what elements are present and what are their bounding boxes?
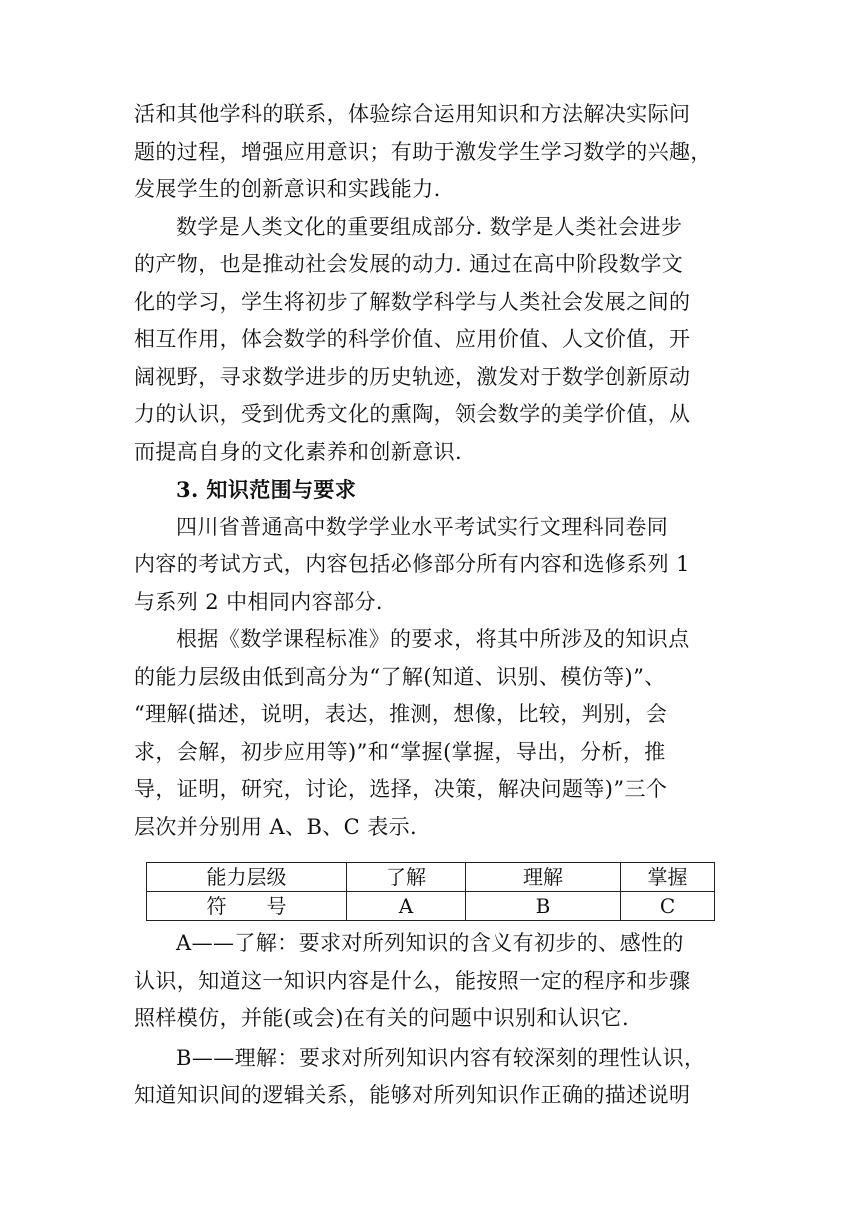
levels-table-wrapper bbox=[146, 862, 728, 921]
table-cell-symbol-c: C bbox=[621, 892, 715, 921]
paragraph-level-b bbox=[134, 1040, 728, 1115]
text-line: 四川省普通高中数学学业水平考试实行文理科同卷同 bbox=[176, 514, 669, 539]
text-line: 照样模仿，并能(或会)在有关的问题中识别和认识它. bbox=[134, 1006, 630, 1030]
text-line: 的能力层级由低到高分为“了解(知道、识别、模仿等)”、 bbox=[134, 664, 666, 689]
text-line: 力的认识，受到优秀文化的熏陶，领会数学的美学价值，从 bbox=[134, 402, 691, 426]
text-line: 层次并分别用 A、B、C 表示. bbox=[134, 814, 418, 839]
text-line: 求，会解，初步应用等)”和“掌握(掌握，导出，分析，推 bbox=[134, 739, 666, 764]
table-cell-symbol-a: A bbox=[347, 892, 466, 921]
text-line: 化的学习，学生将初步了解数学科学与人类社会发展之间的 bbox=[134, 289, 691, 314]
text-line: 知道知识间的逻辑关系，能够对所列知识作正确的描述说明 bbox=[134, 1083, 691, 1107]
table-row bbox=[147, 863, 715, 892]
paragraph-exam-scope bbox=[134, 509, 728, 622]
text-line: 与系列 2 中相同内容部分. bbox=[134, 589, 383, 614]
section-heading: 3. 知识范围与要求 bbox=[176, 477, 357, 502]
paragraph-math-culture bbox=[134, 209, 728, 472]
table-cell-symbol-label: 符 号 bbox=[147, 892, 347, 921]
text-line: 导，证明，研究，讨论，选择，决策，解决问题等)”三个 bbox=[134, 777, 668, 801]
table-cell-header-label: 能力层级 bbox=[147, 863, 347, 892]
text-line: B——理解：要求对所列知识内容有较深刻的理性认识， bbox=[176, 1045, 706, 1070]
text-line: 认识，知道这一知识内容是什么，能按照一定的程序和步骤 bbox=[134, 968, 691, 993]
table-row bbox=[147, 892, 715, 921]
paragraph-ability-levels bbox=[134, 621, 728, 846]
levels-table bbox=[146, 862, 715, 921]
paragraph-level-a bbox=[134, 925, 728, 1038]
table-cell-level-c: 掌握 bbox=[621, 863, 715, 892]
paragraph-continuation bbox=[134, 96, 728, 209]
text-line: 内容的考试方式，内容包括必修部分所有内容和选修系列 1 bbox=[134, 552, 690, 576]
text-line: 根据《数学课程标准》的要求，将其中所涉及的知识点 bbox=[176, 627, 690, 651]
table-cell-level-b: 理解 bbox=[466, 863, 621, 892]
text-line: 数学是人类文化的重要组成部分. 数学是人类社会进步 bbox=[176, 214, 683, 239]
table-cell-level-a: 了解 bbox=[347, 863, 466, 892]
text-line: “理解(描述，说明，表达，推测，想像，比较，判别，会 bbox=[134, 702, 668, 726]
text-line: 发展学生的创新意识和实践能力. bbox=[134, 177, 441, 201]
text-line: 题的过程，增强应用意识；有助于激发学生学习数学的兴趣， bbox=[134, 139, 712, 164]
text-line: 相互作用，体会数学的科学价值、应用价值、人文价值，开 bbox=[134, 327, 691, 351]
table-cell-symbol-b: B bbox=[466, 892, 621, 921]
page-content bbox=[134, 96, 728, 1115]
text-line: A——了解：要求对所列知识的含义有初步的、感性的 bbox=[176, 931, 684, 955]
text-line: 阔视野，寻求数学进步的历史轨迹，激发对于数学创新原动 bbox=[134, 364, 691, 389]
text-line: 而提高自身的文化素养和创新意识. bbox=[134, 439, 463, 464]
text-line: 活和其他学科的联系，体验综合运用知识和方法解决实际问 bbox=[134, 102, 691, 126]
text-line: 的产物，也是推动社会发展的动力. 通过在高中阶段数学文 bbox=[134, 252, 684, 276]
